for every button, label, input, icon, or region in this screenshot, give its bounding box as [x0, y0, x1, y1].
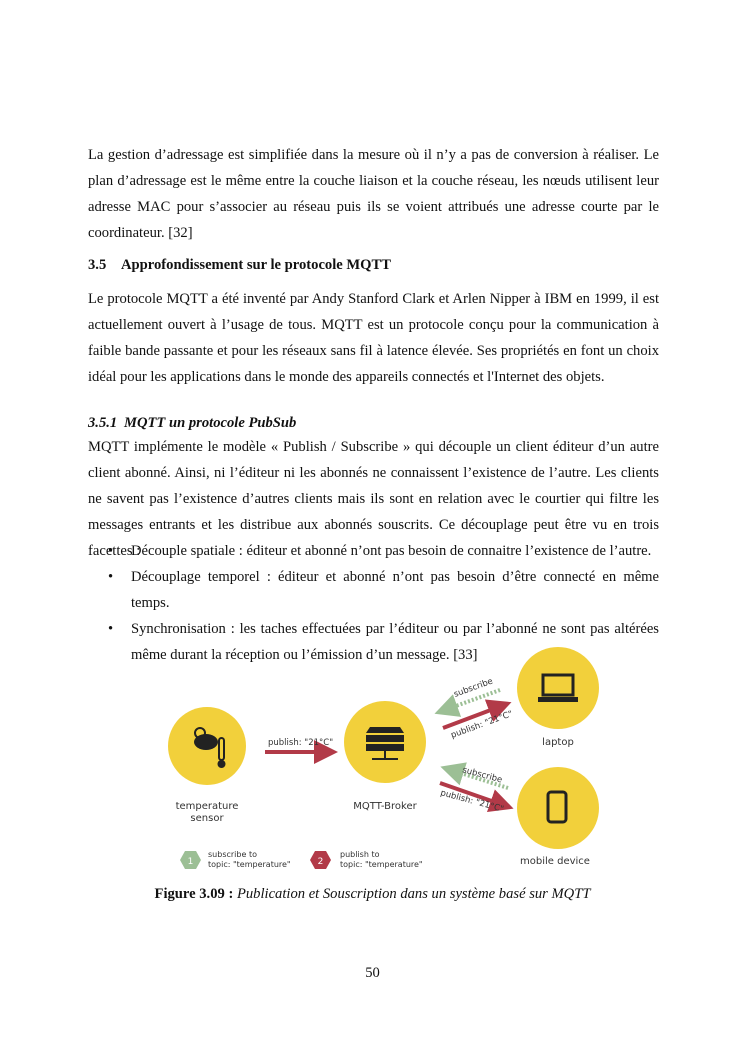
caption-text: Publication et Souscription dans un système basé sur MQTT	[233, 886, 591, 902]
list-item: • Synchronisation : les taches effectuées par l’éditeur ou par l’abonné ne sont pas altérées même durant la réception ou l’émission d’un message. [33]	[88, 616, 659, 668]
svg-text:2: 2	[317, 857, 324, 867]
heading-title: MQTT un protocole PubSub	[124, 415, 297, 431]
temperature-sensor-node	[168, 707, 246, 824]
laptop-arrows	[442, 676, 514, 740]
mqtt-broker-node	[344, 701, 426, 812]
svg-text:topic: "temperature": topic: "temperature"	[340, 860, 423, 869]
paragraph-addressing: La gestion d’adressage est simplifiée dans la mesure où il n’y a pas de conversion à réaliser. Le plan d’adressage est le même entre la couche liaison et la couche réseau, les nœuds utilisent leur adresse MAC pour s’associer au réseau puis ils se voient attribués une adresse courte par le coordinateur. [32]	[88, 147, 659, 241]
subscribe-label: subscribe	[461, 765, 504, 786]
svg-text:subscribe to: subscribe to	[208, 850, 257, 859]
page-number: 50	[365, 965, 380, 981]
svg-text:topic: "temperature": topic: "temperature"	[208, 860, 291, 869]
heading-number: 3.5	[88, 257, 107, 273]
subscribe-label: subscribe	[452, 676, 495, 700]
mobile-device-node	[517, 767, 599, 867]
broker-label: MQTT-Broker	[353, 801, 417, 812]
sensor-label: temperature	[175, 801, 239, 812]
publish-arrow-sensor	[265, 738, 333, 752]
mobile-arrows	[439, 765, 508, 815]
caption-label: Figure 3.09 :	[154, 886, 234, 902]
heading-title: Approfondissement sur le protocole MQTT	[121, 257, 391, 273]
list-item: • Découple spatiale : éditeur et abonné n’ont pas besoin de connaitre l’existence de l’autre.	[88, 538, 659, 564]
list-item: • Découplage temporel : éditeur et abonné n’ont pas besoin d’être connecté en même temps.	[88, 564, 659, 616]
heading-number: 3.5.1	[88, 415, 118, 431]
svg-text:publish to: publish to	[340, 850, 380, 859]
legend-subscribe	[180, 850, 291, 869]
paragraph-mqtt-intro: Le protocole MQTT a été inventé par Andy Stanford Clark et Arlen Nipper à IBM en 1999, il est actuellement ouvert à l’usage de tous. MQTT est un protocole conçu pour la communication à faible bande passante et pour les réseaux sans fil à latence élevée. Ses propriétés en font un choix idéal pour les applications dans le monde des appareils connectés et l'Internet des objets.	[88, 291, 659, 385]
laptop-node	[517, 647, 599, 748]
mobile-label: mobile device	[520, 856, 590, 867]
legend-publish	[310, 850, 423, 869]
publish-label: publish: "21°C"	[449, 709, 515, 741]
publish-label: publish: "21°C"	[439, 788, 505, 815]
publish-label: publish: "21°C"	[268, 738, 334, 748]
svg-text:1: 1	[187, 857, 194, 867]
sensor-label: sensor	[190, 813, 224, 824]
laptop-label: laptop	[542, 737, 574, 748]
figure-caption	[0, 886, 745, 903]
paragraph-pubsub: MQTT implémente le modèle « Publish / Subscribe » qui découple un client éditeur d’un autre client abonné. Ainsi, ni l’éditeur ni les abonnés ne connaissent l’existence de l’autre. Les clients ne savent pas l’existence d’autres clients mais ils sont en relation avec le courtier qui filtre les messages entrants et les distribue aux abonnés souscrits. Ce découplage peut être vu en trois facettes :	[88, 439, 659, 559]
